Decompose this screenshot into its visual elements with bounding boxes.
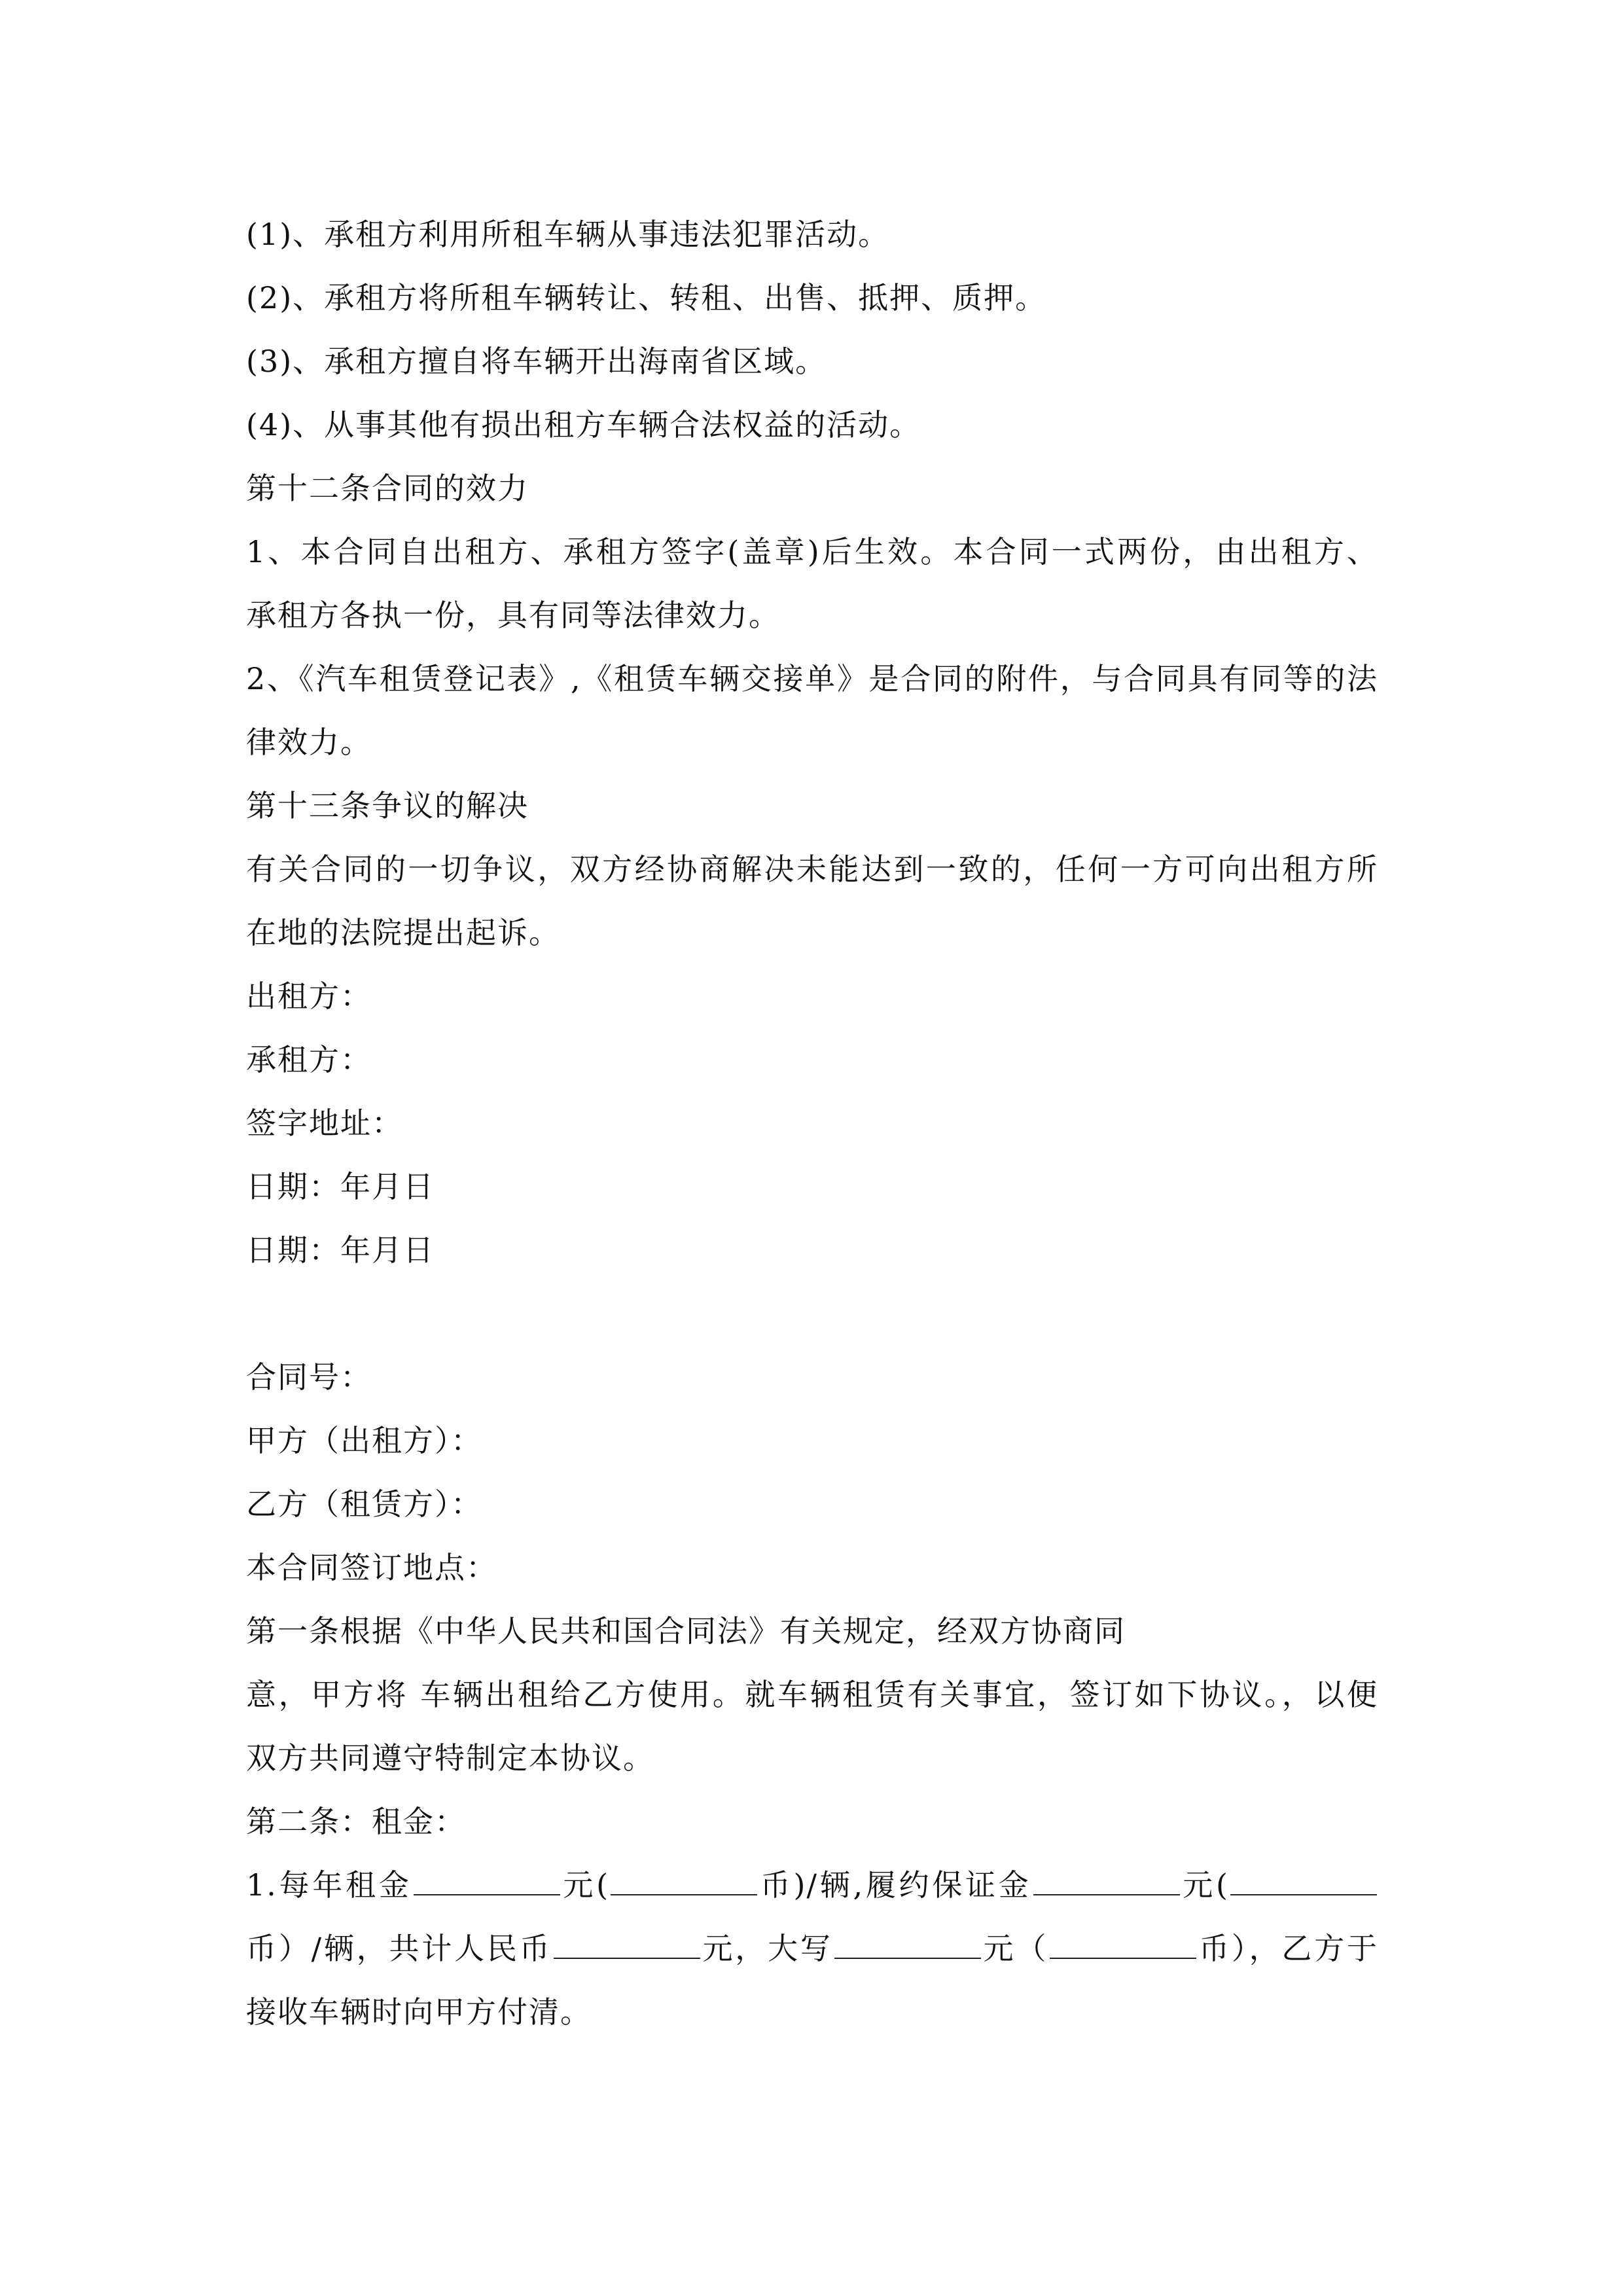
date-label: 日期：年月日 — [246, 1169, 435, 1204]
list-item: (1)、承租方利用所租车辆从事违法犯罪活动。 — [246, 217, 890, 252]
article-13-paragraph-line-2: 在地的法院提出起诉。 — [246, 915, 560, 950]
sign-place-label: 本合同签订地点： — [246, 1550, 497, 1585]
article-12-paragraph-1-line-1: 1、本合同自出租方、承租方签字(盖章)后生效。本合同一式两份，由出租方、 — [246, 534, 1378, 569]
rent-text: 元( — [561, 1867, 610, 1903]
fill-blank — [1033, 1869, 1180, 1895]
article-13-title: 第十三条争议的解决 — [246, 788, 529, 823]
rent-line-2 — [246, 1917, 1378, 1981]
date-label: 日期：年月日 — [246, 1232, 435, 1268]
section-gap — [246, 1282, 1378, 1346]
list-item: (4)、从事其他有损出租方车辆合法权益的活动。 — [246, 407, 921, 442]
fill-blank — [554, 1933, 700, 1959]
document-body — [246, 203, 1378, 2044]
rent-text: 币）/辆，共计人民币 — [246, 1931, 552, 1966]
article-12-paragraph-2-line-2: 律效力。 — [246, 725, 372, 760]
article-12-paragraph-2-line-1: 2、《汽车租赁登记表》,《租赁车辆交接单》是合同的附件，与合同具有同等的法 — [246, 661, 1378, 696]
lessor-label: 出租方： — [246, 978, 372, 1014]
fill-blank — [611, 1869, 757, 1895]
rent-text: 元（ — [982, 1931, 1049, 1966]
article-1-line-3: 双方共同遵守特制定本协议。 — [246, 1740, 654, 1776]
rent-text: 币），乙方于 — [1198, 1931, 1378, 1966]
article-1-line-2: 意，甲方将 车辆出租给乙方使用。就车辆租赁有关事宜，签订如下协议。，以便 — [246, 1677, 1378, 1712]
article-2-title: 第二条：租金： — [246, 1804, 466, 1839]
party-b-label: 乙方（租赁方）： — [246, 1486, 482, 1522]
rent-text: 元，大写 — [701, 1931, 833, 1966]
fill-blank — [834, 1933, 981, 1959]
fill-blank — [414, 1869, 560, 1895]
rent-text: 币)/辆,履约保证金 — [758, 1867, 1032, 1903]
sign-address-label: 签字地址： — [246, 1105, 403, 1141]
rent-line-1 — [246, 1854, 1378, 1917]
article-12-title: 第十二条合同的效力 — [246, 471, 529, 506]
party-a-label: 甲方（出租方）： — [246, 1423, 482, 1458]
article-1-line-1: 第一条根据《中华人民共和国合同法》有关规定，经双方协商同 — [246, 1613, 1126, 1649]
contract-number-label: 合同号： — [246, 1359, 372, 1395]
article-13-paragraph-line-1: 有关合同的一切争议，双方经协商解决未能达到一致的，任何一方可向出租方所 — [246, 852, 1378, 887]
rent-text: 1.每年租金 — [246, 1867, 412, 1903]
lessee-label: 承租方： — [246, 1042, 372, 1077]
fill-blank — [1050, 1933, 1196, 1959]
fill-blank — [1230, 1869, 1377, 1895]
rent-line-3: 接收车辆时向甲方付清。 — [246, 1994, 592, 2030]
rent-text: 元( — [1181, 1867, 1229, 1903]
list-item: (2)、承租方将所租车辆转让、转租、出售、抵押、质押。 — [246, 280, 1047, 315]
article-12-paragraph-1-line-2: 承租方各执一份，具有同等法律效力。 — [246, 598, 780, 633]
list-item: (3)、承租方擅自将车辆开出海南省区域。 — [246, 344, 827, 379]
